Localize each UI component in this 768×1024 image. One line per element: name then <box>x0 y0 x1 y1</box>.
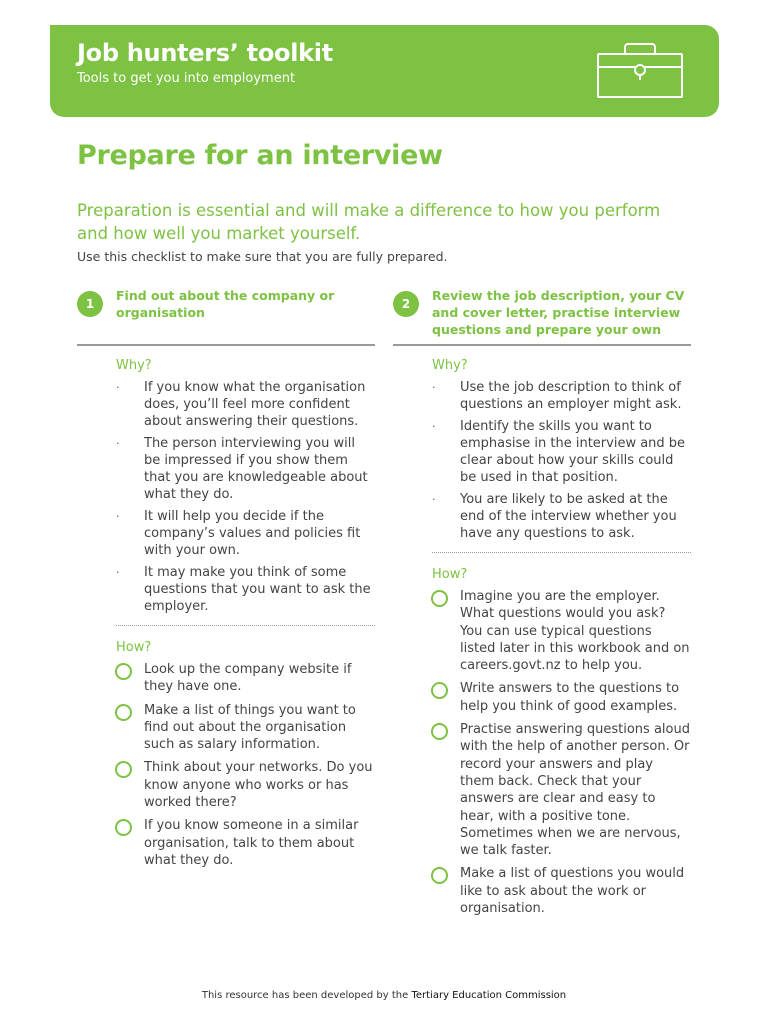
why-item-text: Use the job description to think of questions an employer might ask. <box>460 380 682 412</box>
checkbox-circle-icon[interactable] <box>431 590 448 607</box>
dotted-divider <box>116 625 375 626</box>
header-banner <box>50 25 719 117</box>
how-checklist <box>77 661 375 869</box>
footer <box>0 990 768 1001</box>
footer-organisation: Tertiary Education Commission <box>411 990 567 1001</box>
toolbox-icon <box>595 41 685 99</box>
bullet-icon: · <box>432 420 436 433</box>
checklist-item-text: Practise answering questions aloud with the help of another person. Or record your answers and play them back. Check that your answers are clear and easy to hear, with a positive tone. Sometimes when we are nervous, we talk faster. <box>460 722 690 859</box>
checklist-item[interactable] <box>77 817 375 869</box>
bullet-icon: · <box>432 493 436 506</box>
checklist-item-text: Imagine you are the employer. What questions would you ask? You can use typical questions listed later in this workbook and on careers.govt.nz to help you. <box>460 589 690 674</box>
why-item-text: It will help you decide if the company’s values and policies fit with your own. <box>144 509 361 558</box>
bullet-icon: · <box>116 566 120 579</box>
why-item <box>393 379 691 413</box>
column-title: Review the job description, your CV and cover letter, practise interview questions and prepare your own <box>432 288 685 337</box>
checkbox-circle-icon[interactable] <box>431 682 448 699</box>
page-title: Prepare for an interview <box>77 140 443 171</box>
checklist-item-text: If you know someone in a similar organisation, talk to them about what they do. <box>144 818 359 868</box>
checklist-item-text: Think about your networks. Do you know anyone who works or has worked there? <box>144 760 373 811</box>
why-item <box>77 508 375 559</box>
why-heading: Why? <box>432 358 468 373</box>
why-item-text: If you know what the organisation does, you’ll feel more confident about answering their questions. <box>144 380 366 429</box>
bullet-icon: · <box>116 381 120 394</box>
checkbox-circle-icon[interactable] <box>115 663 132 680</box>
why-item <box>77 564 375 615</box>
checklist-column-2 <box>393 287 691 923</box>
bullet-icon: · <box>116 437 120 450</box>
bullet-icon: · <box>432 381 436 394</box>
why-item-text: The person interviewing you will be impressed if you show them that you are knowledgeable about what they do. <box>144 436 368 502</box>
checklist-item[interactable] <box>393 865 691 917</box>
checklist-item-text: Look up the company website if they have one. <box>144 662 352 695</box>
footer-text: This resource has been developed by the <box>201 990 409 1001</box>
checklist-item[interactable] <box>393 680 691 715</box>
step-number-badge: 1 <box>77 291 103 317</box>
how-heading: How? <box>116 640 152 655</box>
column-header <box>393 287 691 346</box>
why-item <box>393 491 691 542</box>
dotted-divider <box>432 552 691 553</box>
checklist-column-1 <box>77 287 375 875</box>
checklist-item[interactable] <box>393 721 691 859</box>
checkbox-circle-icon[interactable] <box>115 704 132 721</box>
why-item <box>77 435 375 503</box>
instruction-text: Use this checklist to make sure that you are fully prepared. <box>77 249 448 264</box>
checkbox-circle-icon[interactable] <box>431 723 448 740</box>
checkbox-circle-icon[interactable] <box>115 761 132 778</box>
checklist-item[interactable] <box>393 588 691 674</box>
how-checklist <box>393 588 691 917</box>
why-item-text: Identify the skills you want to emphasise in the interview and be clear about how your skills could be used in that position. <box>460 419 686 485</box>
how-heading: How? <box>432 567 468 582</box>
checkbox-circle-icon[interactable] <box>115 819 132 836</box>
why-heading: Why? <box>116 358 152 373</box>
toolkit-subtitle: Tools to get you into employment <box>77 71 296 86</box>
checklist-item[interactable] <box>77 661 375 696</box>
why-item <box>77 379 375 430</box>
bullet-icon: · <box>116 510 120 523</box>
intro-text: Preparation is essential and will make a difference to how you perform and how well you market yourself. <box>77 201 661 243</box>
checklist-item[interactable] <box>77 759 375 811</box>
why-item <box>393 418 691 486</box>
checklist-item-text: Make a list of questions you would like to ask about the work or organisation. <box>460 866 685 917</box>
why-list <box>393 379 691 542</box>
step-number-badge: 2 <box>393 291 419 317</box>
toolkit-title: Job hunters’ toolkit <box>77 39 333 67</box>
column-title: Find out about the company or organisation <box>116 288 335 320</box>
checkbox-circle-icon[interactable] <box>431 867 448 884</box>
why-item-text: It may make you think of some questions that you want to ask the employer. <box>144 565 371 614</box>
checklist-item-text: Make a list of things you want to find out about the organisation such as salary information. <box>144 702 356 753</box>
column-header <box>77 287 375 346</box>
checklist-item[interactable] <box>77 702 375 754</box>
why-list <box>77 379 375 615</box>
why-item-text: You are likely to be asked at the end of the interview whether you have any questions to ask. <box>460 492 677 541</box>
checklist-item-text: Write answers to the questions to help you think of good examples. <box>460 681 680 714</box>
